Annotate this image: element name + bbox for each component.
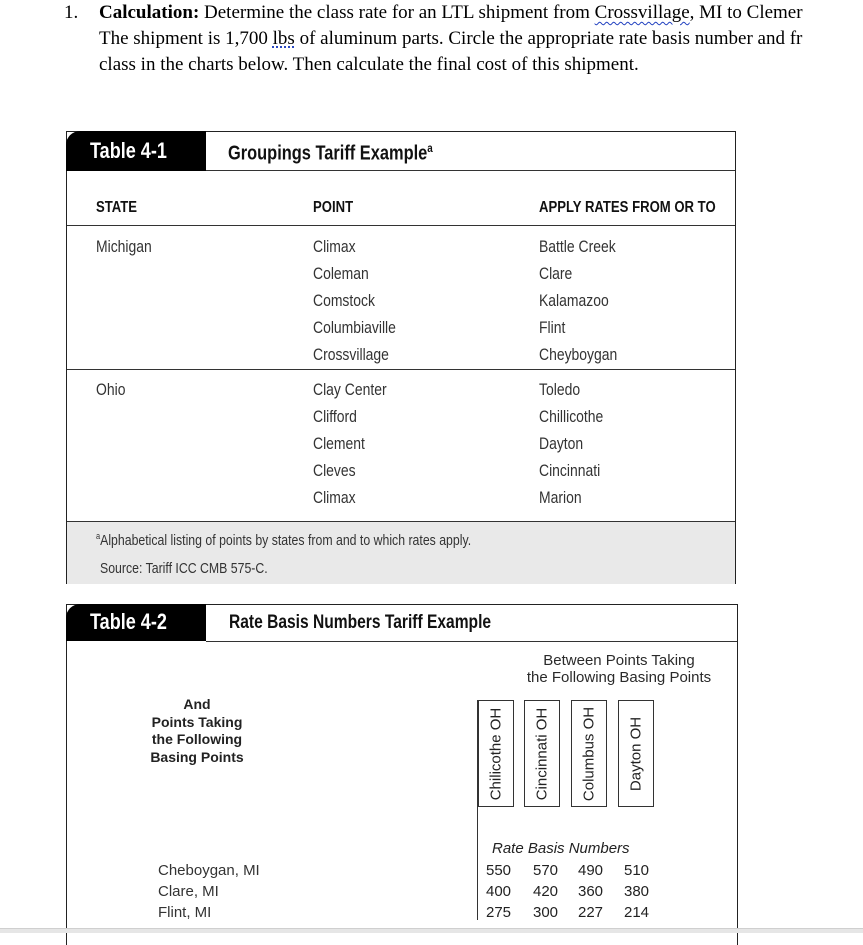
question-line-2-text-b: of aluminum parts. Circle the appropriate rate basis number and fr [294,28,803,49]
question-line-1-text-a: Determine the class rate for an LTL shipment from [204,2,595,23]
origin-point-cell: Flint, MI [158,904,212,921]
apply-cell: Clare [539,264,573,283]
apply-cell: Dayton [539,434,584,453]
point-cell: Coleman [313,264,369,283]
between-heading-line-2: the Following Basing Points [526,669,712,686]
and-heading-line: And [183,696,211,712]
rate-basis-table [66,604,738,945]
point-cell: Climax [313,488,356,507]
footnote-text [96,531,471,549]
basing-point-column [478,700,514,807]
page-bottom-edge [0,928,863,933]
point-cell: Climax [313,237,356,256]
bracket-line [477,700,478,920]
basing-point-label: Columbus OH [580,706,598,801]
source-text: Source: Tariff ICC CMB 575-C. [100,560,268,577]
apply-cell: Cheyboygan [539,345,618,364]
column-header-point: POINT [313,199,354,216]
basing-point-label: Cincinnati OH [533,707,551,800]
question-line-2 [99,28,802,50]
basing-point-label: Dayton OH [627,716,645,791]
origin-city-word: Crossvillage [594,2,690,23]
question-line-3: class in the charts below. Then calculate the final cost of this shipment. [99,54,639,75]
footnote-mark: a [96,531,101,541]
question-number: 1. [64,2,79,23]
point-cell: Crossvillage [313,345,389,364]
apply-cell: Marion [539,488,582,507]
rate-basis-value: 360 [578,883,604,900]
and-heading-line: Points Taking [151,713,243,730]
question-line-1-text-b: , MI to Clemer [689,2,803,23]
weight-unit-word: lbs [272,28,295,49]
divider [67,369,735,370]
rate-basis-value: 214 [624,904,650,921]
column-header-state: STATE [96,199,138,216]
origin-point-cell: Clare, MI [158,883,219,900]
state-cell: Ohio [96,380,126,399]
basing-point-column [571,700,607,807]
apply-cell: Flint [539,318,566,337]
basing-point-column [618,700,654,807]
apply-cell: Cincinnati [539,461,601,480]
table-tab-label: Table 4-2 [90,609,167,634]
point-cell: Columbiaville [313,318,396,337]
between-heading-line-1: Between Points Taking [543,652,695,669]
question-label: Calculation: [99,2,200,23]
table-tab [66,604,206,641]
rate-basis-value: 380 [624,883,650,900]
table-title-text: Groupings Tariff Example [228,142,428,165]
divider [206,170,735,171]
rate-basis-value: 490 [578,862,604,879]
footnote-band [67,521,735,584]
table-tab [66,131,206,171]
table-title [228,141,433,166]
rate-basis-value: 420 [533,883,559,900]
apply-cell: Toledo [539,380,581,399]
rate-basis-value: 227 [578,904,604,921]
point-cell: Clement [313,434,365,453]
state-cell: Michigan [96,237,152,256]
column-header-apply: APPLY RATES FROM OR TO [539,199,716,216]
divider [206,641,737,642]
divider [67,225,735,226]
rate-basis-heading: Rate Basis Numbers [492,840,630,857]
rate-basis-value: 300 [533,904,559,921]
basing-point-label: Chilicothe OH [487,707,505,800]
apply-cell: Chillicothe [539,407,604,426]
and-heading [137,696,257,766]
point-cell: Clifford [313,407,357,426]
table-title: Rate Basis Numbers Tariff Example [229,612,492,633]
point-cell: Cleves [313,461,356,480]
and-heading-line: Basing Points [150,748,244,765]
basing-point-column [524,700,560,807]
rate-basis-value: 400 [486,883,512,900]
origin-point-cell: Cheboygan, MI [158,862,260,879]
question-line-1 [99,2,803,24]
apply-cell: Battle Creek [539,237,616,256]
table-tab-label: Table 4-1 [90,138,167,163]
point-cell: Comstock [313,291,375,310]
rate-basis-value: 550 [486,862,512,879]
rate-basis-value: 510 [624,862,650,879]
point-cell: Clay Center [313,380,387,399]
footnote-body: Alphabetical listing of points by states from and to which rates apply. [100,532,472,549]
apply-cell: Kalamazoo [539,291,609,310]
table-title-footnote-mark: a [427,141,433,155]
and-heading-line: the Following [151,731,243,747]
rate-basis-value: 570 [533,862,559,879]
rate-basis-value: 275 [486,904,512,921]
groupings-tariff-table [66,131,736,584]
question-line-2-text-a: The shipment is 1,700 [99,28,273,49]
